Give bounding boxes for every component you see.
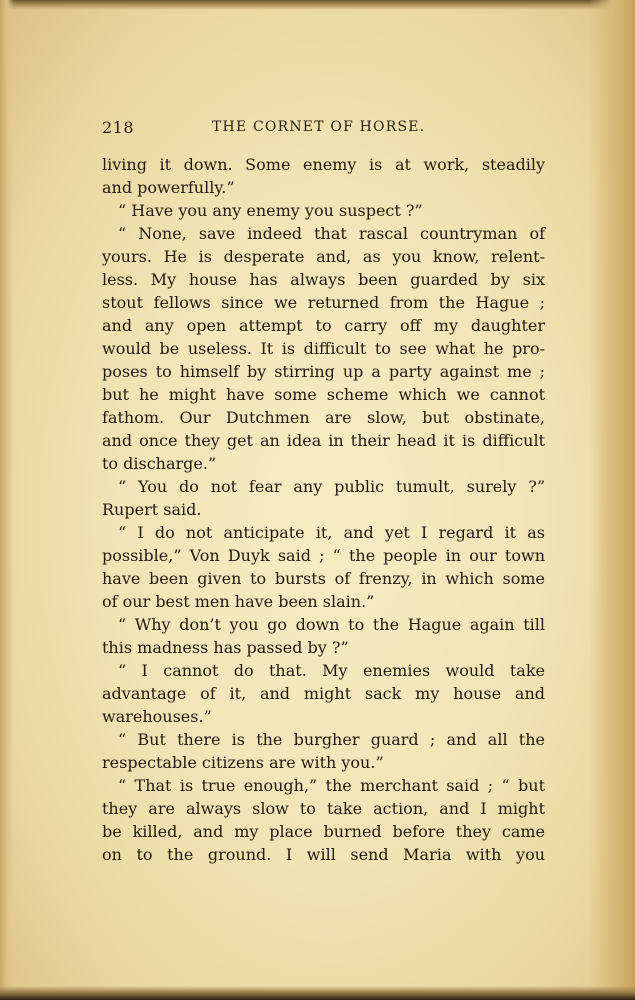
text-line: to discharge.” [102,454,217,473]
text-line: “ I cannot do that. My enemies would take [118,661,545,680]
text-line: of our best men have been slain.” [102,592,375,611]
text-line: this madness has passed by ?” [102,638,349,657]
text-line: and any open attempt to carry off my daughter [102,316,545,335]
body-text [102,153,545,866]
text-line: would be useless. It is difficult to see what he pro- [102,339,545,358]
text-line: stout fellows since we returned from the Hague ; [102,293,545,312]
text-line: “ None, save indeed that rascal countryman of [118,224,545,243]
text-line: have been given to bursts of frenzy, in which some [102,569,545,588]
text-line: poses to himself by stirring up a party against me ; [102,362,545,381]
page-top-edge [0,0,635,10]
page-gutter-shadow [0,0,14,1000]
page-right-edge [589,0,635,1000]
text-line: “ But there is the burgher guard ; and all the [118,730,545,749]
text-line: “ I do not anticipate it, and yet I regard it as [118,523,545,542]
text-line: Rupert said. [102,500,202,519]
text-line: “ You do not fear any public tumult, surely ?” [118,477,545,496]
text-line: “ Why don’t you go down to the Hague again till [118,615,545,634]
text-line: possible,” Von Duyk said ; “ the people in our town [102,546,545,565]
text-line: but he might have some scheme which we cannot [102,385,545,404]
page-number: 218 [102,118,135,137]
text-line: and once they get an idea in their head it is difficult [102,431,545,450]
text-line: respectable citizens are with you.” [102,753,384,772]
page-bottom-edge [0,986,635,1000]
running-head: THE CORNET OF HORSE. [212,119,426,135]
text-line: advantage of it, and might sack my house and [102,684,545,703]
text-line: fathom. Our Dutchmen are slow, but obstinate, [102,408,545,427]
text-line: they are always slow to take action, and I might [102,799,545,818]
page-header [102,118,545,138]
text-line: warehouses.” [102,707,212,726]
text-line: be killed, and my place burned before they came [102,822,545,841]
text-line: less. My house has always been guarded by six [102,270,545,289]
text-line: living it down. Some enemy is at work, steadily [102,155,545,174]
text-line: “ That is true enough,” the merchant said ; “ but [118,776,545,795]
text-line: “ Have you any enemy you suspect ?” [118,201,423,220]
text-line: yours. He is desperate and, as you know, relent- [102,247,545,266]
text-line: on to the ground. I will send Maria with you [102,845,545,864]
text-line: and powerfully.” [102,178,235,197]
